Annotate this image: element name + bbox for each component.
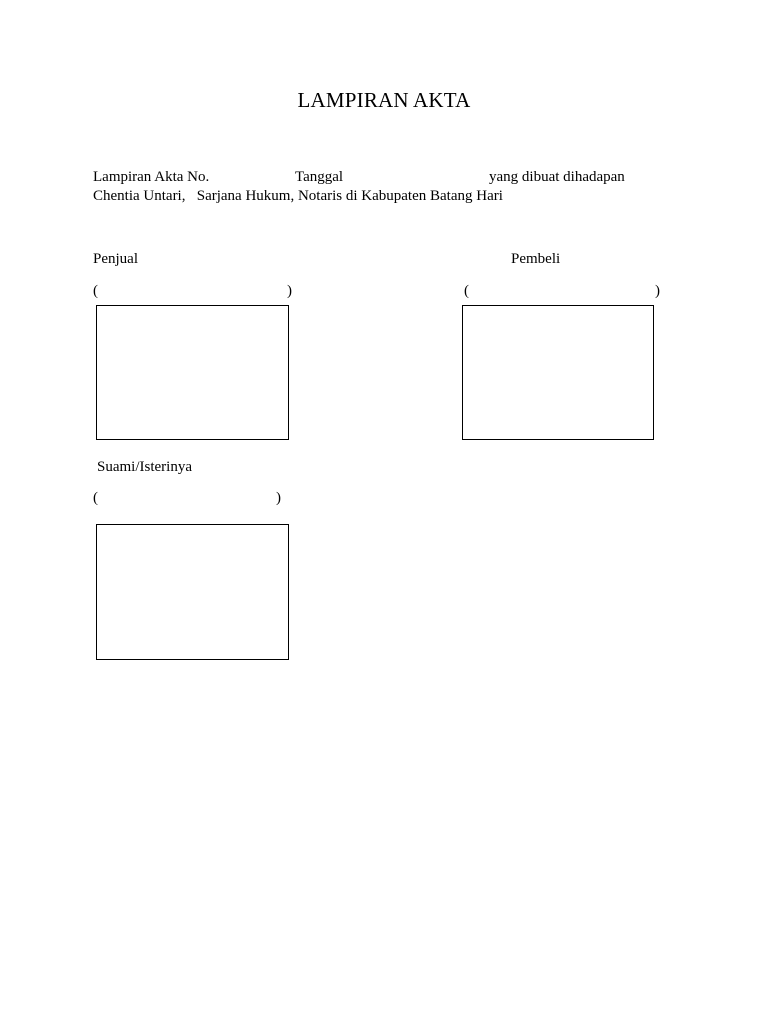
suami-isteri-label: Suami/Isterinya xyxy=(97,459,192,475)
pembeli-label: Pembeli xyxy=(511,251,561,267)
suami-isteri-signature-box xyxy=(96,524,289,660)
dibuat-dihadapan-label: yang dibuat dihadapan xyxy=(489,169,625,185)
pembeli-open-paren: ( xyxy=(464,283,469,299)
document-title: LAMPIRAN AKTA xyxy=(297,88,471,112)
pembeli-signature-box xyxy=(462,305,654,440)
suami-isteri-open-paren: ( xyxy=(93,490,98,506)
notary-line: Chentia Untari, Sarjana Hukum, Notaris di Kabupaten Batang Hari xyxy=(93,188,503,204)
penjual-open-paren: ( xyxy=(93,283,98,299)
penjual-close-paren: ) xyxy=(287,283,292,299)
penjual-signature-box xyxy=(96,305,289,440)
penjual-label: Penjual xyxy=(93,251,138,267)
pembeli-close-paren: ) xyxy=(655,283,660,299)
suami-isteri-close-paren: ) xyxy=(276,490,281,506)
tanggal-label: Tanggal xyxy=(295,169,344,185)
akta-no-label: Lampiran Akta No. xyxy=(93,169,210,185)
